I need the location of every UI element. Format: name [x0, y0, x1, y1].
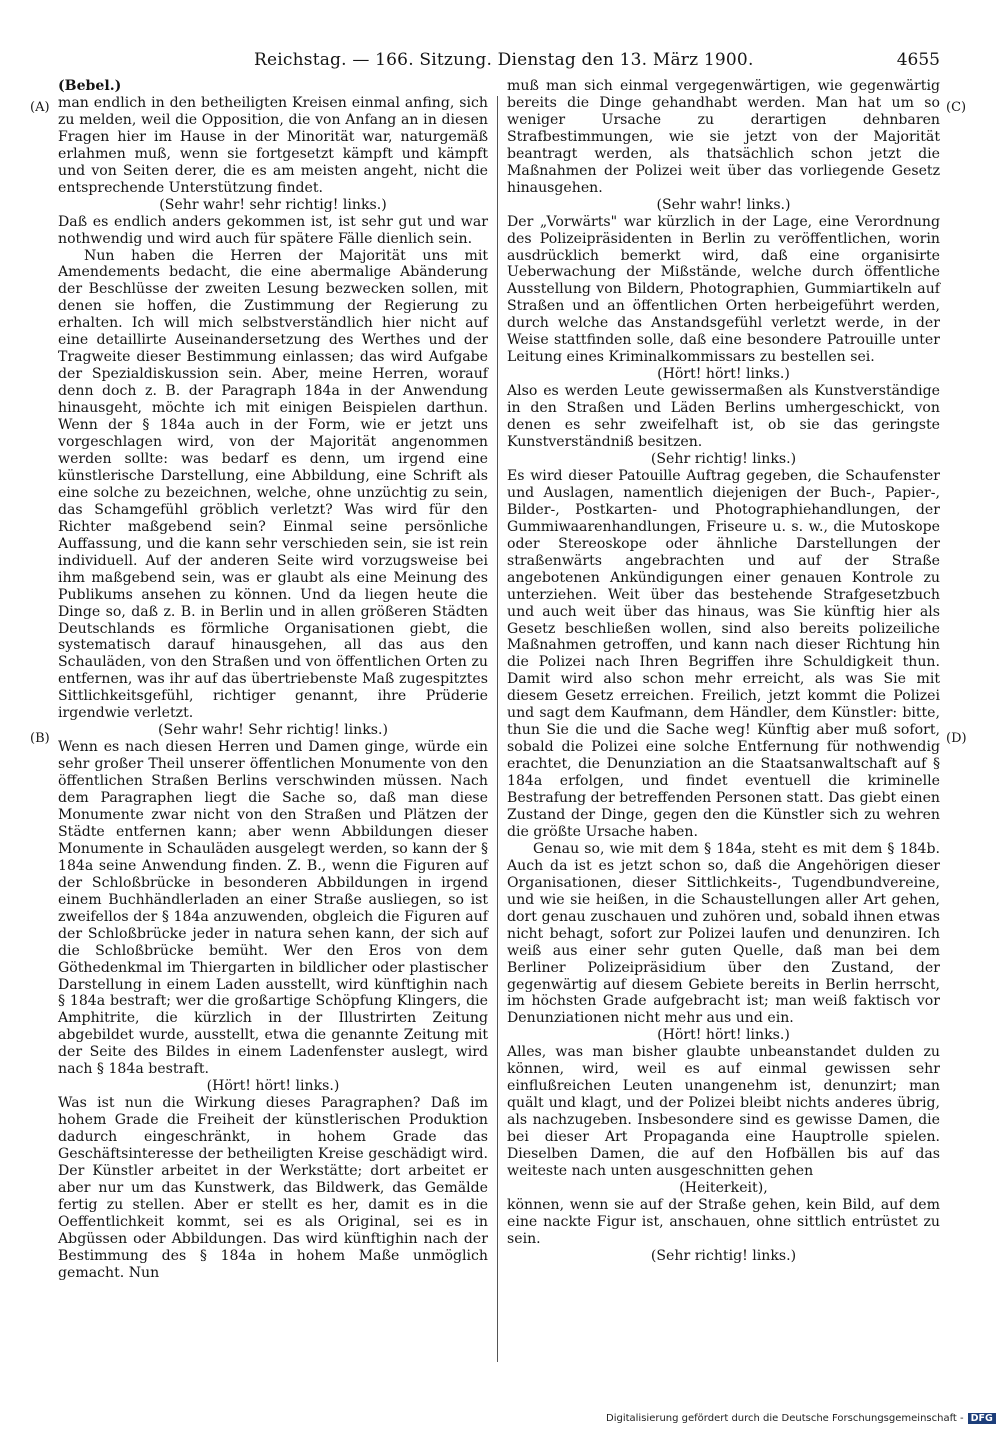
running-title: Reichstag. — 166. Sitzung. Dienstag den 13. März 1900. — [254, 50, 754, 70]
paragraph: Wenn es nach diesen Herren und Damen ginge, würde ein sehr großer Theil unserer öffentlichen Monumente von den öffentlichen Straßen Berlins verschwinden müssen. Nach dem Paragraphen liegt die Sache so, daß man diese Monumente zwar nicht von den Straßen und Plätzen der Städte entfernen kann; aber wenn Abbildungen dieser Monumente in Schauläden ausgelegt werden, so kann der § 184a seine Anwendung finden. Z. B., wenn die Figuren auf der Schloßbrücke in besonderen Abbildungen in irgend einem Buchhändlerladen an einer Straße ausliegen, so ist zweifellos der § 184a anzuwenden, obgleich die Figuren auf der Schloßbrücke jeder in natura sehen kann, der sich auf die Schloßbrücke bemüht. Wer den Eros von dem Göthedenkmal im Thiergarten in bildlicher oder plastischer Darstellung in einem Laden ausstellt, wird künftighin nach § 184a bestraft; wer die großartige Schöpfung Klingers, die Amphitrite, die kürzlich in der Illustrirten Zeitung abgebildet wurde, ausstellt, etwa die genannte Zeitung mit der Seite des Bildes in einem Ladenfenster auslegt, wird nach § 184a bestraft. — [58, 739, 488, 1078]
margin-marker-d: (D) — [946, 731, 967, 746]
column-divider — [497, 96, 498, 1362]
paragraph: Also es werden Leute gewissermaßen als Kunstverständige in den Straßen und Läden Berlins umhergeschickt, von denen es sehr zweifelhaft ist, ob sie das geringste Kunstverständniß besitzen. — [507, 383, 940, 451]
credit-text: Digitalisierung gefördert durch die Deutsche Forschungsgemeinschaft - — [606, 1413, 964, 1424]
paragraph: muß man sich einmal vergegenwärtigen, wie gegenwärtig bereits die Dinge gehandhabt werden. Man hat um so weniger Ursache zu derartigen dehnbaren Strafbestimmungen, wie sie jetzt von der Majorität beantragt werden, als thatsächlich schon jetzt die Maßnahmen der Polizei weit über das vorliegende Gesetz hinausgehen. — [507, 78, 940, 196]
paragraph: Was ist nun die Wirkung dieses Paragraphen? Daß im hohem Grade die Freiheit der künstlerischen Produktion dadurch eingeschränkt, in hohem Grade das Geschäftsinteresse der betheiligten Kreise geschädigt wird. Der Künstler arbeitet in der Werkstätte; dort arbeitet er aber nur um das Kunstwerk, das Bildwerk, das Gemälde fertig zu stellen. Aber er stellt es her, damit es in die Oeffentlichkeit kommt, sei es als Original, sei es in Abgüssen oder Abbildungen. Das wird künftighin nach der Bestimmung des § 184a in hohem Maße unmöglich gemacht. Nun — [58, 1095, 488, 1281]
digitization-credit — [606, 1413, 996, 1424]
page-header — [58, 50, 940, 76]
dfg-logo: DFG — [968, 1413, 996, 1424]
margin-marker-a: (A) — [30, 100, 50, 115]
margin-marker-c: (C) — [946, 100, 967, 115]
paragraph: Genau so, wie mit dem § 184a, steht es mit dem § 184b. Auch da ist es jetzt schon so, daß die Angehörigen dieser Organisationen, dieser Sittlichkeits-, Tugendbundvereine, und wie sie heißen, in die Schaustellungen aller Art gehen, dort genau zuschauen und zuhören und, sobald ihnen etwas nicht behagt, sofort zur Polizei laufen und denunziren. Ich weiß aus einer sehr guten Quelle, daß man bei dem Berliner Polizeipräsidium über den Zustand, der gegenwärtig auf diesem Gebiete bereits in Berlin herrscht, im höchsten Grade aufgebracht ist; man weiß faktisch vor Denunziationen nicht mehr aus und ein. — [507, 840, 940, 1027]
speaker-name: (Bebel.) — [58, 78, 122, 94]
paragraph: Alles, was man bisher glaubte unbeanstandet dulden zu können, wird, weil es auf einmal gewissen sehr einflußreichen Leuten unangenehm ist, denunzirt; man quält und klagt, und der Polizei bleibt nichts anderes übrig, als nachzugeben. Insbesondere sind es gewisse Damen, die bei dieser Art Propaganda eine Hauptrolle spielen. Dieselben Damen, die auf den Hofbällen bis auf das weiteste nach unten ausgeschnitten gehen — [507, 1044, 940, 1179]
paragraph: Daß es endlich anders gekommen ist, ist sehr gut und war nothwendig und wird auch für spätere Fälle dienlich sein. — [58, 213, 488, 247]
paragraph: Es wird dieser Patouille Auftrag gegeben, die Schaufenster und Auslagen, namentlich diejenigen der Buch-, Papier-, Bilder-, Postkarten- und Photographiehandlungen, der Gummiwaarenhandlungen, Friseure u. s. w., die Mutoskope oder Stereoskope oder ähnliche Darstellungen der straßenwärts angebrachten und auf der Straße angebotenen Ankündigungen einer genauen Kontrole zu unterziehen. Weit über das bestehende Strafgesetzbuch und auch weit über das hinaus, was Sie künftig hier als Gesetz beschließen wollen, sind also bereits polizeiliche Maßnahmen getroffen, und kann nach dieser Richtung hin die Polizei nach Ihren Begriffen ihre Schuldigkeit thun. Damit wird also schon mehr erreicht, als was Sie mit diesem Gesetz erreichen. Freilich, jetzt kommt die Polizei und sagt dem Kaufmann, dem Händler, dem Künstler: bitte, thun Sie die und die Sache weg! Künftig aber muß sofort, sobald die Polizei eine solche Entfernung für nothwendig erachtet, die Denunziation an die Staatsanwaltschaft auf § 184a erfolgen, und findet eventuell die kriminelle Bestrafung der betreffenden Personen statt. Das giebt einen Zustand der Dinge, gegen den die Künstler sich zu wehren die größte Ursache haben. — [507, 467, 940, 840]
right-column — [507, 78, 940, 1265]
interjection: (Sehr wahr! Sehr richtig! links.) — [158, 722, 388, 739]
paragraph: man endlich in den betheiligten Kreisen einmal anfing, sich zu melden, weil die Opposition, die von Anfang an in diesen Fragen hier im Hause in der Minorität war, naturgemäß erlahmen muß, wenn sie fortgesetzt kämpft und kämpft und von Seiten derer, die es am meisten angeht, nicht die entsprechende Unterstützung findet. — [58, 94, 488, 196]
margin-marker-b: (B) — [30, 731, 50, 746]
interjection: (Sehr wahr! links.) — [656, 196, 791, 213]
paragraph: Nun haben die Herren der Majorität uns mit Amendements bedacht, die eine abermalige Abänderung der Beschlüsse der zweiten Lesung bezwecken sollen, mit denen sie hoffen, die Zustimmung der Regierung zu erhalten. Ich will mich selbstverständlich hier nicht auf eine detaillirte Auseinandersetzung des Werthes und der Tragweite dieser Bestimmung einlassen; das wird Aufgabe der Spezialdiskussion sein. Aber, meine Herren, worauf denn doch z. B. der Paragraph 184a in der Anwendung hinausgeht, möchte ich mit einigen Beispielen darthun. Wenn der § 184a auch in der Form, wie er jetzt uns vorgeschlagen wird, von der Majorität angenommen werden sollte: was bedarf es denn, um irgend eine künstlerische Darstellung, eine Abbildung, eine Schrift als eine solche zu bezeichnen, welche, ohne unzüchtig zu sein, das Schamgefühl gröblich verletzt? Was wird für den Richter maßgebend sein? Einmal seine persönliche Auffassung, und die kann sehr verschieden sein, sie ist rein individuell. Auf der anderen Seite wird vorzugsweise bei ihm maßgebend sein, was er glaubt als eine Meinung des Publikums ansehen zu können. Und da liegen heute die Dinge so, daß z. B. in Berlin und in allen größeren Städten Deutschlands es förmliche Organisationen giebt, die systematisch darauf hinausgehen, all das aus den Schauläden, von den Straßen und von öffentlichen Orten zu entfernen, was ihr auf das übertriebenste Maß zugespitztes Sittlichkeitsgefühl, richtiger genannt, ihre Prüderie irgendwie verletzt. — [58, 247, 488, 722]
interjection: (Hört! hört! links.) — [206, 1078, 340, 1095]
interjection: (Heiterkeit), — [679, 1179, 768, 1196]
paragraph: können, wenn sie auf der Straße gehen, kein Bild, auf dem eine nackte Figur ist, anschauen, ohne sittlich entrüstet zu sein. — [507, 1196, 940, 1247]
interjection: (Hört! hört! links.) — [657, 1027, 790, 1044]
interjection: (Sehr richtig! links.) — [650, 1247, 797, 1264]
paragraph: Der „Vorwärts" war kürzlich in der Lage, eine Verordnung des Polizeipräsidenten in Berlin zu veröffentlichen, worin ausdrücklich bemerkt wird, daß eine organisirte Ueberwachung der Mißstände, welche durch öffentliche Ausstellung von Bildern, Photographien, Gummiartikeln auf Straßen und an öffentlichen Orten herbeigeführt werden, durch welche das Anstandsgefühl verletzt werde, in der Weise stattfinden solle, daß eine besondere Patrouille unter Leitung eines Kriminalkommissars zu bestellen sei. — [507, 213, 940, 366]
left-column — [58, 78, 488, 1282]
interjection: (Sehr wahr! sehr richtig! links.) — [159, 196, 387, 213]
interjection: (Sehr richtig! links.) — [650, 450, 797, 467]
page-number: 4655 — [896, 50, 940, 70]
interjection: (Hört! hört! links.) — [657, 366, 790, 383]
